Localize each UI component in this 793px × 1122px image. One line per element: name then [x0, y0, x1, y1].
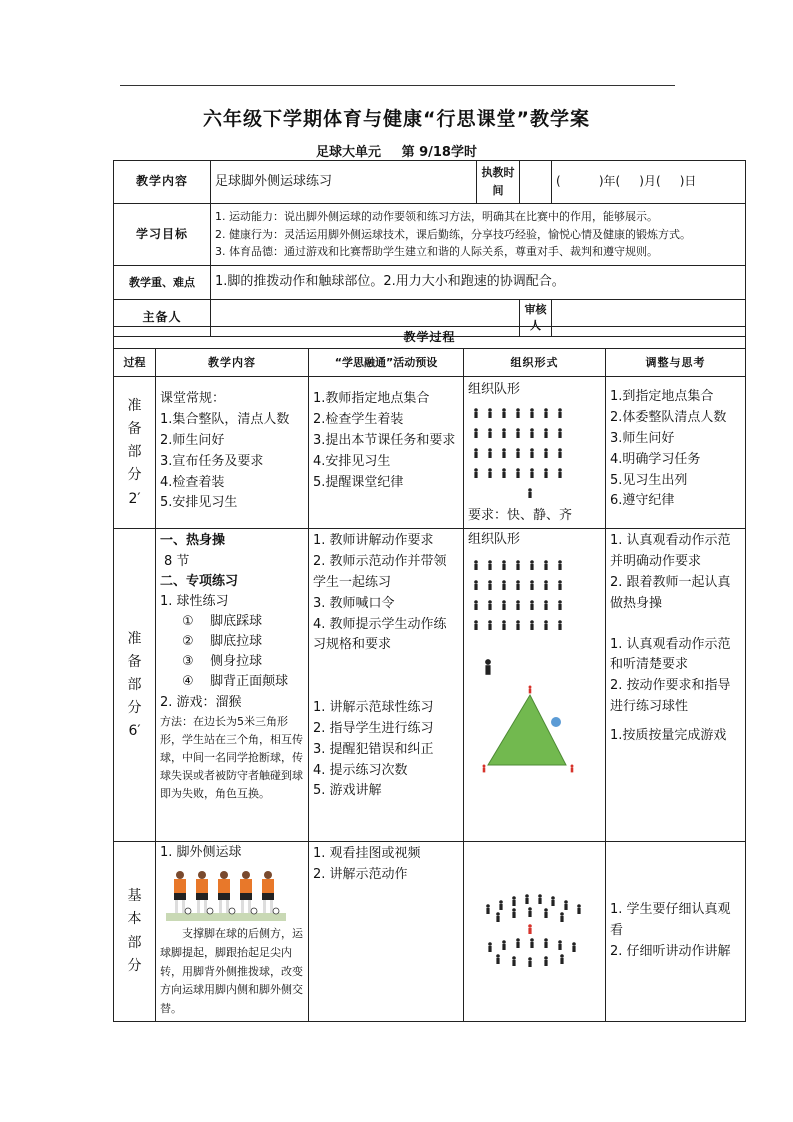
key-value: 1.脚的推拨动作和触球部位。2.用力大小和跑速的协调配合。 [211, 266, 746, 300]
person-icon [485, 659, 491, 675]
triangle-field [488, 695, 566, 765]
goal-item: 3. 体育品德：通过游戏和比赛帮助学生建立和谐的人际关系，尊重对手、裁判和遵守规则。 [215, 245, 658, 259]
person-icon [488, 580, 492, 590]
person-icon [516, 620, 520, 630]
activity-line: 3. 教师喊口令 [313, 595, 395, 611]
stage-char: 部 [127, 444, 142, 461]
person-icon [474, 448, 478, 458]
key-label: 教学重、难点 [114, 266, 211, 300]
content-cell [156, 377, 309, 529]
person-icon [571, 765, 574, 773]
person-icon [516, 428, 520, 438]
person-icon [560, 912, 564, 922]
reflect-line: 2. 按动作要求和指导进行练习球性 [610, 678, 731, 714]
reflect-line: 1. 认真观看动作示范并明确动作要求 [610, 533, 731, 570]
person-icon [488, 428, 492, 438]
person-icon [558, 620, 562, 630]
person-icon [530, 468, 534, 478]
org-title: 组织队形 [468, 532, 521, 548]
content-line: 4.检查着装 [160, 474, 225, 490]
person-icon [488, 408, 492, 418]
reflect-line: 1.按质按量完成游戏 [610, 727, 727, 743]
activity-line: 1. 讲解示范球性练习 [313, 700, 434, 716]
stage-char: 基 [127, 888, 142, 905]
stage-char: 备 [127, 421, 142, 438]
person-icon [512, 896, 516, 906]
time-spacer [520, 161, 552, 204]
goal-item: 2. 健康行为：灵活运用脚外侧运球技术，课后勤练，分享技巧经验，愉悦心情及健康的锻炼方式。 [215, 227, 691, 241]
org-cell [464, 377, 606, 529]
reflect-line: 4.明确学习任务 [610, 451, 701, 467]
person-icon [502, 940, 506, 950]
stage-cell [114, 842, 156, 1021]
stage-char: 本 [127, 911, 142, 928]
activity-cell [309, 529, 464, 842]
person-icon [516, 408, 520, 418]
person-icon [496, 954, 500, 964]
reflect-line: 2. 仔细听讲动作讲解 [610, 943, 731, 959]
activity-line: 3. 提醒犯错误和纠正 [313, 741, 434, 757]
process-table [113, 326, 746, 1022]
time-label: 执教时间 [477, 161, 520, 204]
person-icon [502, 408, 506, 418]
col-header-activity: “学思融通”活动预设 [309, 349, 464, 377]
skill-description: 支撑脚在球的后侧方，运球脚提起，脚跟抬起足尖内转，用脚背外侧推拨球，改变方向运球用脚内侧和脚外侧交替。 [160, 927, 303, 1015]
person-icon [488, 600, 492, 610]
activity-line: 4.安排见习生 [313, 453, 391, 469]
person-icon [502, 580, 506, 590]
player-figure [196, 871, 213, 914]
activity-cell [309, 842, 464, 1021]
person-icon [572, 942, 576, 952]
stage-char: 准 [127, 398, 142, 415]
person-icon [564, 900, 568, 910]
person-icon [558, 408, 562, 418]
reflect-line: 2. 跟着教师一起认真做热身操 [610, 574, 731, 611]
col-header-content: 教学内容 [156, 349, 309, 377]
practice-item: ③ 侧身拉球 [182, 654, 263, 670]
spacer [610, 718, 741, 726]
activity-line: 2. 指导学生进行练习 [313, 720, 434, 736]
game-title: 2. 游戏：溜猴 [160, 694, 242, 710]
person-icon [577, 904, 581, 914]
stage-char: 分 [127, 699, 142, 716]
stage-char: 备 [127, 653, 142, 670]
reflect-cell [606, 842, 746, 1021]
person-icon [558, 468, 562, 478]
process-section-title: 教学过程 [114, 327, 746, 349]
activity-line: 1. 观看挂图或视频 [313, 846, 421, 862]
reflect-cell [606, 529, 746, 842]
person-icon [483, 765, 486, 773]
stage-char: 准 [127, 630, 142, 647]
content-cell [156, 842, 309, 1021]
person-icon [544, 408, 548, 418]
person-icon [502, 448, 506, 458]
person-icon [488, 448, 492, 458]
reflect-line: 2.体委整队清点人数 [610, 410, 727, 426]
activity-line: 3.提出本节课任务和要求 [313, 432, 456, 448]
person-icon [544, 428, 548, 438]
stage-char: 2′ [128, 490, 141, 507]
person-icon [530, 448, 534, 458]
person-icon [474, 560, 478, 570]
person-icon [558, 448, 562, 458]
person-icon [544, 560, 548, 570]
person-icon [502, 620, 506, 630]
person-icon [512, 956, 516, 966]
person-icon [496, 912, 500, 922]
person-icon [544, 908, 548, 918]
stage-cell [114, 377, 156, 529]
person-icon [512, 908, 516, 918]
content-line: 课堂常规： [160, 391, 226, 407]
person-icon [529, 686, 532, 694]
stage-char: 分 [127, 467, 142, 484]
person-icon [488, 942, 492, 952]
special-heading: 二、专项练习 [160, 573, 239, 589]
person-icon [528, 924, 532, 934]
person-icon [516, 468, 520, 478]
activity-line: 4. 教师提示学生动作练习规格和要求 [313, 616, 447, 653]
player-figure [262, 871, 279, 914]
person-icon [488, 468, 492, 478]
activity-line: 5. 游戏讲解 [313, 783, 382, 799]
org-cell [464, 842, 606, 1021]
player-figure [240, 871, 257, 914]
practice-item: ② 脚底拉球 [182, 634, 263, 650]
reviewer-label: 审核人 [520, 300, 552, 337]
stage-char: 6′ [128, 723, 141, 740]
reflect-line: 5.见习生出列 [610, 472, 688, 488]
person-icon [502, 560, 506, 570]
content-line: 2.师生问好 [160, 432, 225, 448]
person-icon [474, 600, 478, 610]
person-icon [525, 894, 529, 904]
practice-item: ① 脚底踩球 [182, 613, 263, 629]
person-icon [474, 408, 478, 418]
stage-char: 分 [127, 957, 142, 974]
spacer [313, 656, 459, 698]
person-icon [516, 560, 520, 570]
person-icon [530, 938, 534, 948]
unit-label: 足球大单元 [316, 145, 382, 160]
person-icon [558, 940, 562, 950]
person-icon [474, 580, 478, 590]
person-icon [544, 448, 548, 458]
game-method: 方法：在边长为5米三角形形，学生站在三个角，相互传球，中间一名同学抢断球，传球失误或者被防守者触碰到球即为失败，角色互换。 [160, 714, 303, 801]
person-icon [530, 620, 534, 630]
goals-list [211, 204, 746, 266]
goals-label: 学习目标 [114, 204, 211, 266]
activity-line: 2. 讲解示范动作 [313, 866, 408, 882]
person-icon [502, 600, 506, 610]
stage-char: 部 [127, 676, 142, 693]
content-line: 1.集合整队，清点人数 [160, 412, 290, 428]
reflect-line: 6.遵守纪律 [610, 493, 675, 509]
formation-diagram [468, 550, 598, 790]
content-line: 3.宣布任务及要求 [160, 453, 264, 469]
reflect-cell [606, 377, 746, 529]
person-icon [544, 600, 548, 610]
stage-cell [114, 529, 156, 842]
goal-item: 1. 运动能力：说出脚外侧运球的动作要领和练习方法，明确其在比赛中的作用，能够展示。 [215, 210, 658, 224]
top-rule [120, 85, 675, 86]
person-icon [530, 408, 534, 418]
col-header-stage: 过程 [114, 349, 156, 377]
reflect-line: 3.师生问好 [610, 430, 675, 446]
unit-line [0, 141, 793, 160]
activity-line: 4. 提示练习次数 [313, 762, 408, 778]
ball-icon [551, 717, 561, 727]
person-icon [544, 620, 548, 630]
content-value: 足球脚外侧运球练习 [211, 161, 477, 204]
person-icon [516, 580, 520, 590]
player-figure [218, 871, 235, 914]
date-value: ( )年( )月( )日 [552, 161, 746, 204]
spacer [610, 615, 741, 635]
formation-diagram [468, 400, 578, 500]
player-figure [174, 871, 191, 914]
person-icon [474, 468, 478, 478]
person-icon [502, 428, 506, 438]
person-icon [474, 620, 478, 630]
activity-line: 2.检查学生着装 [313, 412, 404, 428]
person-icon [530, 560, 534, 570]
activity-line: 2. 教师示范动作并带领学生一起练习 [313, 554, 447, 590]
person-icon [538, 894, 542, 904]
person-icon [516, 448, 520, 458]
org-requirement: 要求：快、静、齐 [468, 508, 573, 524]
activity-line: 1. 教师讲解动作要求 [313, 533, 434, 549]
reflect-line: 1.到指定地点集合 [610, 389, 714, 405]
person-icon [558, 560, 562, 570]
org-cell [464, 529, 606, 842]
reflect-line: 1. 认真观看动作示范和听清楚要求 [610, 636, 731, 673]
person-icon [544, 956, 548, 966]
ball-practice: 1. 球性练习 [160, 593, 229, 609]
warmup-heading: 一、热身操 [160, 533, 226, 549]
dribbling-photo [166, 865, 286, 921]
person-icon [528, 488, 532, 498]
person-icon [551, 896, 555, 906]
person-icon [488, 620, 492, 630]
person-icon [544, 468, 548, 478]
person-icon [544, 938, 548, 948]
activity-line: 5.提醒课堂纪律 [313, 474, 404, 490]
reflect-line: 1. 学生要仔细认真观看 [610, 902, 731, 939]
person-icon [544, 580, 548, 590]
person-icon [486, 904, 490, 914]
person-icon [488, 560, 492, 570]
person-icon [560, 954, 564, 964]
person-icon [502, 468, 506, 478]
person-icon [558, 580, 562, 590]
practice-item: ④ 脚背正面颠球 [182, 674, 289, 690]
person-icon [530, 580, 534, 590]
col-header-org: 组织形式 [464, 349, 606, 377]
warmup-count: 8 节 [164, 553, 190, 569]
skill-title: 1. 脚外侧运球 [160, 845, 242, 861]
person-icon [474, 428, 478, 438]
person-icon [528, 957, 532, 967]
activity-cell [309, 377, 464, 529]
person-icon [530, 428, 534, 438]
stage-char: 部 [127, 934, 142, 951]
person-icon [499, 900, 503, 910]
content-label: 教学内容 [114, 161, 211, 204]
person-icon [528, 907, 532, 917]
formation-diagram [468, 884, 598, 974]
page-title: 六年级下学期体育与健康“行思课堂”教学案 [203, 108, 590, 130]
preparer-label: 主备人 [114, 300, 211, 337]
person-icon [516, 938, 520, 948]
period-label: 第 9/18学时 [401, 145, 477, 160]
activity-line: 1.教师指定地点集合 [313, 391, 430, 407]
person-icon [516, 600, 520, 610]
info-table [113, 160, 746, 337]
person-icon [558, 428, 562, 438]
person-icon [530, 600, 534, 610]
content-line: 5.安排见习生 [160, 495, 238, 511]
org-title: 组织队形 [468, 382, 521, 398]
col-header-reflect: 调整与思考 [606, 349, 746, 377]
content-cell [156, 529, 309, 842]
person-icon [558, 600, 562, 610]
